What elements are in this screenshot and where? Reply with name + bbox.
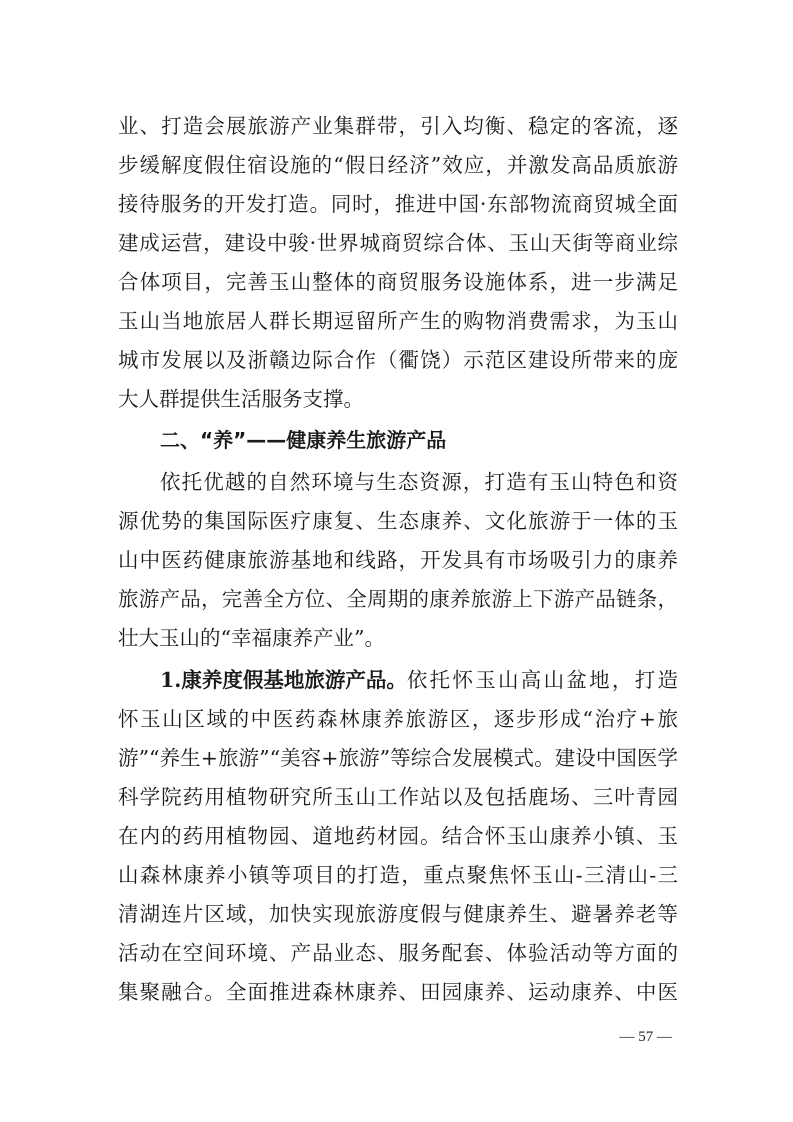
section-heading: 二、“养”——健康养生旅游产品 <box>160 428 447 452</box>
text-line: 集聚融合。全面推进森林康养、田园康养、运动康养、中医 <box>118 980 678 1004</box>
page-number: — 57 — <box>619 1029 672 1045</box>
text-line: 清湖连片区域，加快实现旅游度假与健康养生、避暑养老等 <box>118 902 678 926</box>
text-line: 建成运营，建设中骏·世界城商贸综合体、玉山天街等商业综 <box>118 231 678 255</box>
text-line: 怀玉山区域的中医药森林康养旅游区，逐步形成“治疗+旅 <box>118 707 678 731</box>
text-line: 游”“养生+旅游”“美容+旅游”等综合发展模式。建设中国医学 <box>118 746 678 770</box>
text-segment: 依托怀玉山高山盆地，打造 <box>406 668 678 692</box>
text-line: 源优势的集国际医疗康复、生态康养、文化旅游于一体的玉 <box>118 509 678 533</box>
text-line: 依托优越的自然环境与生态资源，打造有玉山特色和资 <box>160 470 678 494</box>
text-line: 科学院药用植物研究所玉山工作站以及包括鹿场、三叶青园 <box>118 785 678 809</box>
text-line: 合体项目，完善玉山整体的商贸服务设施体系，进一步满足 <box>118 270 678 294</box>
text-line: 玉山当地旅居人群长期逗留所产生的购物消费需求，为玉山 <box>118 309 678 333</box>
text-line: 业、打造会展旅游产业集群带，引入均衡、稳定的客流，逐 <box>118 114 678 138</box>
text-line: 壮大玉山的“幸福康养产业”。 <box>118 626 385 650</box>
text-line: 山中医药健康旅游基地和线路，开发具有市场吸引力的康养 <box>118 548 678 572</box>
text-line: 接待服务的开发打造。同时，推进中国·东部物流商贸城全面 <box>118 192 678 216</box>
text-line: 在内的药用植物园、道地药材园。结合怀玉山康养小镇、玉 <box>118 824 678 848</box>
text-line: 大人群提供生活服务支撑。 <box>118 387 364 411</box>
text-line: 山森林康养小镇等项目的打造，重点聚焦怀玉山-三清山-三 <box>118 863 678 887</box>
text-line: 城市发展以及浙赣边际合作（衢饶）示范区建设所带来的庞 <box>118 348 678 372</box>
text-line: 步缓解度假住宿设施的“假日经济”效应，并激发高品质旅游 <box>118 153 678 177</box>
subsection-line <box>160 660 678 700</box>
text-line: 活动在空间环境、产品业态、服务配套、体验活动等方面的 <box>118 941 678 965</box>
subsection-title: 1.康养度假基地旅游产品。 <box>160 668 407 692</box>
text-line: 旅游产品，完善全方位、全周期的康养旅游上下游产品链条， <box>118 587 678 611</box>
